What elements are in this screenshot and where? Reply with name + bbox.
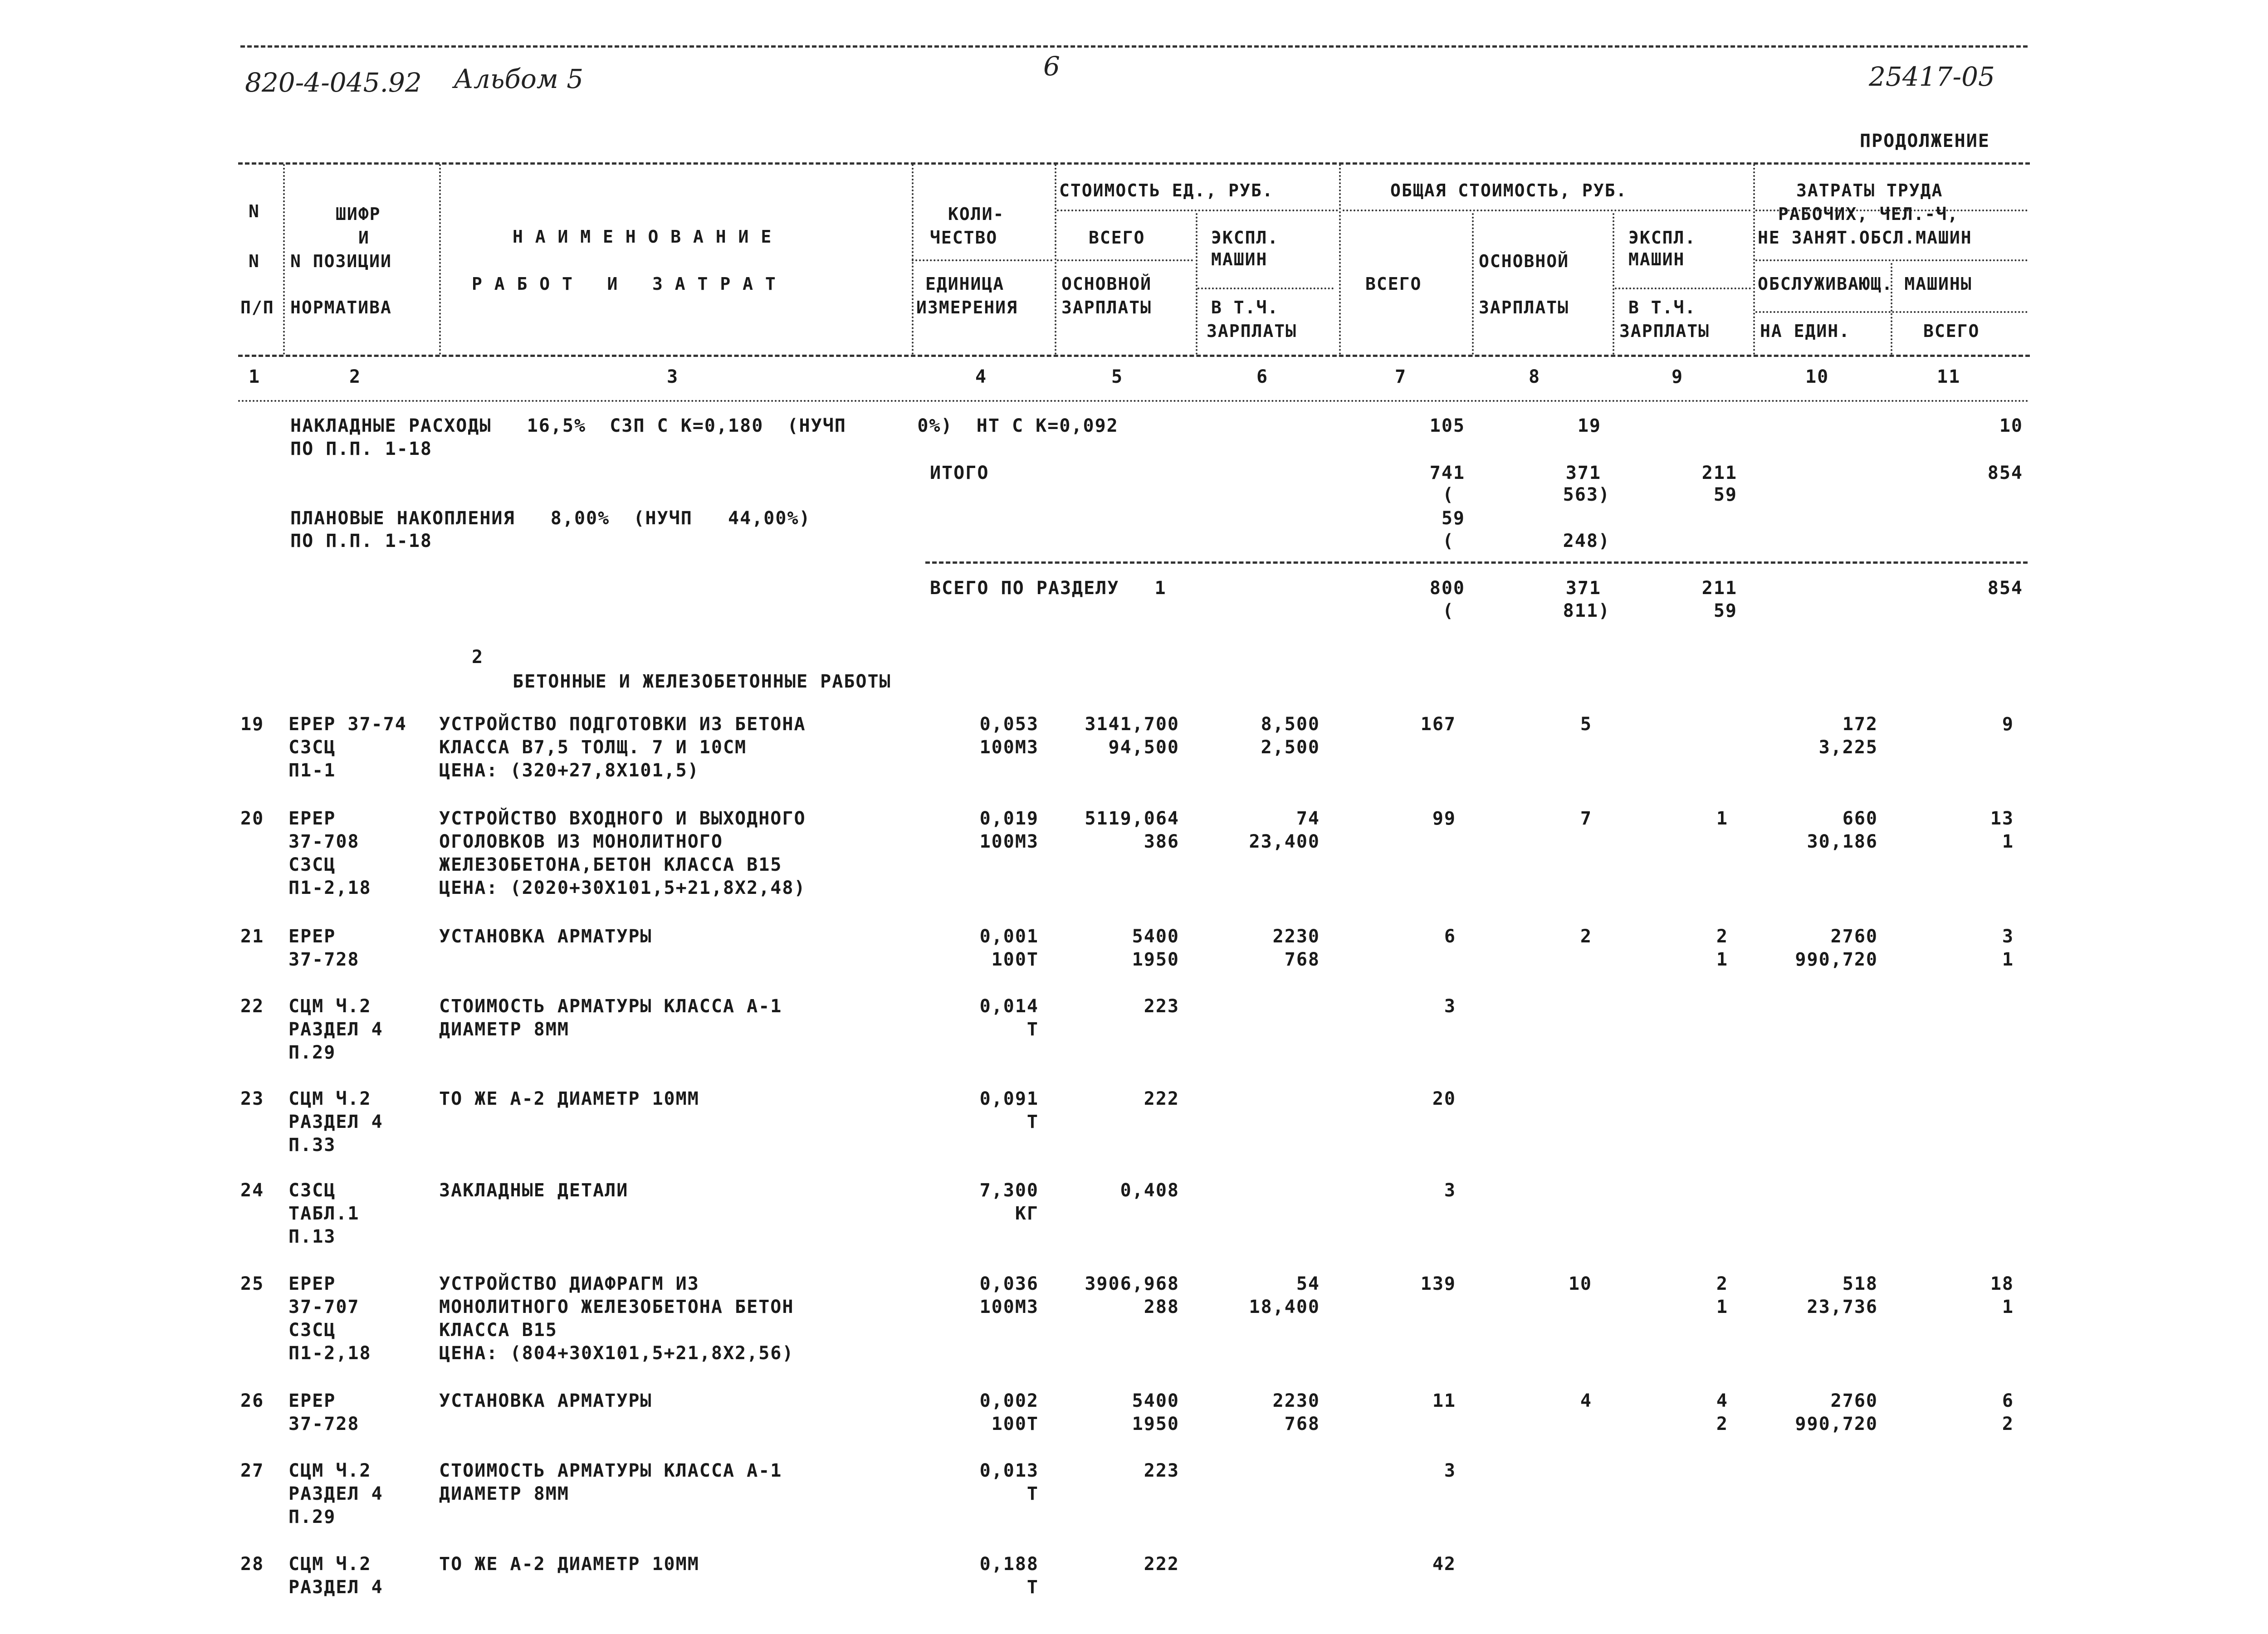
row-21-c4-line1: 100Т: [991, 949, 1039, 970]
row-19-c4-line0: 0,053: [979, 714, 1039, 735]
row-20-name-line2: ЖЕЛЕЗОБЕТОНА,БЕТОН КЛАССА В15: [439, 854, 782, 875]
hdr-unit-cost: СТОИМОСТЬ ЕД., РУБ.: [1059, 180, 1274, 200]
hdr-labor-b: РАБОЧИХ, ЧЕЛ.-Ч,: [1778, 204, 1959, 224]
row-28-c7-line0: 42: [1432, 1554, 1456, 1575]
row-27-name-line0: СТОИМОСТЬ АРМАТУРЫ КЛАССА А-1: [439, 1460, 782, 1481]
hdr-c3-b: Р А Б О Т И З А Т Р А Т: [472, 274, 777, 294]
row-23-c4-line0: 0,091: [979, 1088, 1039, 1109]
row-22-n: 22: [240, 996, 264, 1017]
row-19-c5-line0: 3141,700: [1085, 714, 1179, 735]
row-25-c6-line0: 54: [1296, 1273, 1320, 1294]
row-26-c9-line1: 2: [1716, 1414, 1728, 1434]
col-divider: [1753, 164, 1755, 355]
hdr-c2-a: ШИФР: [336, 204, 381, 224]
section-total-label: ВСЕГО ПО РАЗДЕЛУ 1: [930, 578, 1167, 599]
overhead-c7: 105: [1429, 415, 1465, 436]
row-25-code-line2: СЗСЦ: [288, 1320, 336, 1341]
hdr-c6-a: ЭКСПЛ.: [1211, 228, 1279, 248]
row-20-code-line0: ЕРЕР: [288, 808, 336, 829]
row-25-c4-line0: 0,036: [979, 1273, 1039, 1294]
colnum-1: 1: [249, 366, 261, 387]
colnum-9: 9: [1672, 366, 1684, 387]
row-19-c10-line0: 172: [1842, 714, 1878, 735]
row-26-name-line0: УСТАНОВКА АРМАТУРЫ: [439, 1390, 652, 1411]
col-divider: [1055, 164, 1056, 355]
row-19-name-line1: КЛАССА В7,5 ТОЛЩ. 7 И 10СМ: [439, 737, 747, 758]
hdr-c1-b: N: [249, 251, 260, 271]
itogo-c7: 741: [1429, 463, 1465, 483]
hdr-c2-b: И: [358, 228, 370, 248]
row-25-name-line2: КЛАССА В15: [439, 1320, 557, 1341]
row-20-c6-line0: 74: [1296, 808, 1320, 829]
section-number: 2: [472, 647, 484, 668]
row-26-c5-line0: 5400: [1132, 1390, 1179, 1411]
row-22-c4-line0: 0,014: [979, 996, 1039, 1017]
row-22-code-line0: СЦМ Ч.2: [288, 996, 371, 1017]
row-21-c5-line1: 1950: [1132, 949, 1179, 970]
row-20-code-line3: П1-2,18: [288, 878, 371, 898]
row-25-n: 25: [240, 1273, 264, 1294]
row-25-c9-line1: 1: [1716, 1297, 1728, 1317]
row-26-code-line0: ЕРЕР: [288, 1390, 336, 1411]
row-28-c5-line0: 222: [1144, 1554, 1179, 1575]
hdr-c10: НА ЕДИН.: [1760, 321, 1851, 341]
row-21-c6-line0: 2230: [1272, 926, 1320, 947]
row-19-c10-line1: 3,225: [1818, 737, 1878, 758]
row-21-code-line0: ЕРЕР: [288, 926, 336, 947]
plan-line2: ПО П.П. 1-18: [290, 531, 432, 551]
row-26-code-line1: 37-728: [288, 1414, 360, 1434]
row-26-c9-line0: 4: [1716, 1390, 1728, 1411]
row-25-c11-line0: 18: [1990, 1273, 2014, 1294]
row-19-name-line2: ЦЕНА: (320+27,8Х101,5): [439, 760, 699, 781]
plan-c7: 59: [1441, 508, 1465, 529]
row-19-c7-line0: 167: [1420, 714, 1456, 735]
hdr-c7: ВСЕГО: [1365, 274, 1422, 294]
row-23-code-line1: РАЗДЕЛ 4: [288, 1112, 383, 1132]
plan2-c7: (: [1442, 531, 1455, 551]
page-number: 6: [1043, 51, 1060, 82]
row-20-c4-line0: 0,019: [979, 808, 1039, 829]
hdr-c6-c: В Т.Ч.: [1211, 298, 1279, 317]
colnum-4: 4: [975, 366, 987, 387]
row-25-c5-line1: 288: [1144, 1297, 1179, 1317]
row-23-code-line2: П.33: [288, 1135, 336, 1156]
row-26-n: 26: [240, 1390, 264, 1411]
row-26-c8-line0: 4: [1580, 1390, 1592, 1411]
plan2-c8: 248): [1563, 531, 1610, 551]
row-21-c10-line1: 990,720: [1795, 949, 1878, 970]
hdr-c4-b: ЧЕСТВО: [930, 228, 998, 248]
row-19-c6-line0: 8,500: [1261, 714, 1320, 735]
row-19-c6-line1: 2,500: [1261, 737, 1320, 758]
header-bottom-rule: [238, 355, 2030, 357]
hdr-c4-c: ЕДИНИЦА: [925, 274, 1005, 294]
row-19-code-line0: ЕРЕР 37-74: [288, 714, 407, 735]
row-25-c9-line0: 2: [1716, 1273, 1728, 1294]
col-divider: [439, 164, 441, 355]
row-22-name-line0: СТОИМОСТЬ АРМАТУРЫ КЛАССА А-1: [439, 996, 782, 1017]
row-27-c5-line0: 223: [1144, 1460, 1179, 1481]
row-20-c7-line0: 99: [1432, 808, 1456, 829]
c6-rule: [1198, 288, 1334, 289]
hdr-c2-d: НОРМАТИВА: [290, 298, 392, 317]
row-27-code-line0: СЦМ Ч.2: [288, 1460, 371, 1481]
row-21-c10-line0: 2760: [1830, 926, 1878, 947]
row-20-name-line3: ЦЕНА: (2020+30Х101,5+21,8Х2,48): [439, 878, 806, 898]
row-21-c8-line0: 2: [1580, 926, 1592, 947]
row-20-c11-line1: 1: [2002, 831, 2014, 852]
row-23-name-line0: ТО ЖЕ А-2 ДИАМЕТР 10ММ: [439, 1088, 699, 1109]
row-24-c4-line1: КГ: [1015, 1203, 1039, 1224]
itogo2-c7: (: [1442, 484, 1455, 505]
row-21-c4-line0: 0,001: [979, 926, 1039, 947]
itogo-c9: 211: [1701, 463, 1737, 483]
header-top-rule: [238, 162, 2030, 165]
row-21-c9-line0: 2: [1716, 926, 1728, 947]
row-28-name-line0: ТО ЖЕ А-2 ДИАМЕТР 10ММ: [439, 1554, 699, 1575]
row-25-code-line0: ЕРЕР: [288, 1273, 336, 1294]
hdr-c9-c: В Т.Ч.: [1628, 298, 1696, 317]
row-19-c11-line0: 9: [2002, 714, 2014, 735]
hdr-labor-a: ЗАТРАТЫ ТРУДА: [1796, 180, 1943, 200]
section2-c8: 811): [1563, 600, 1610, 621]
row-25-c10-line1: 23,736: [1807, 1297, 1878, 1317]
hdr-c1-c: П/П: [240, 298, 274, 317]
col-divider: [1472, 213, 1474, 355]
row-25-c8-line0: 10: [1568, 1273, 1592, 1294]
section-total-rule: [925, 561, 2028, 564]
col-divider: [1613, 213, 1614, 355]
hdr-c6-d: ЗАРПЛАТЫ: [1207, 321, 1297, 341]
colnum-10: 10: [1805, 366, 1829, 387]
row-20-c6-line1: 23,400: [1249, 831, 1320, 852]
row-27-code-line1: РАЗДЕЛ 4: [288, 1483, 383, 1504]
col-divider: [912, 164, 914, 355]
hdr-c6-b: МАШИН: [1211, 249, 1268, 269]
row-21-c11-line1: 1: [2002, 949, 2014, 970]
row-26-c5-line1: 1950: [1132, 1414, 1179, 1434]
row-19-code-line2: П1-1: [288, 760, 336, 781]
row-27-name-line1: ДИАМЕТР 8ММ: [439, 1483, 569, 1504]
row-20-code-line1: 37-708: [288, 831, 360, 852]
row-24-code-line0: СЗСЦ: [288, 1180, 336, 1201]
section-c8: 371: [1565, 578, 1601, 599]
plan-line1: ПЛАНОВЫЕ НАКОПЛЕНИЯ 8,00% (НУЧП 44,00%): [290, 508, 811, 529]
row-25-c6-line1: 18,400: [1249, 1297, 1320, 1317]
overhead-c11: 10: [1999, 415, 2023, 436]
row-19-n: 19: [240, 714, 264, 735]
row-24-code-line1: ТАБЛ.1: [288, 1203, 360, 1224]
row-24-code-line2: П.13: [288, 1226, 336, 1247]
row-22-c4-line1: Т: [1026, 1019, 1039, 1040]
unit-cost-rule: [1057, 210, 1338, 211]
c5-rule: [1057, 259, 1193, 261]
row-23-c4-line1: Т: [1026, 1112, 1039, 1132]
overhead-c8: 19: [1577, 415, 1601, 436]
continuation-label: ПРОДОЛЖЕНИЕ: [1860, 131, 1990, 151]
row-26-c11-line1: 2: [2002, 1414, 2014, 1434]
hdr-c5-b: ОСНОВНОЙ: [1061, 274, 1152, 294]
row-20-c5-line1: 386: [1144, 831, 1179, 852]
col-divider: [1196, 213, 1198, 355]
hdr-c8-b: ЗАРПЛАТЫ: [1479, 298, 1569, 317]
row-20-c10-line1: 30,186: [1807, 831, 1878, 852]
document-code: 820-4-045.92: [245, 67, 422, 98]
row-23-n: 23: [240, 1088, 264, 1109]
labor-mid-rule: [1755, 259, 2028, 261]
row-22-code-line2: П.29: [288, 1042, 336, 1063]
section2-c7: (: [1442, 600, 1455, 621]
colnum-3: 3: [667, 366, 679, 387]
row-20-c10-line0: 660: [1842, 808, 1878, 829]
row-20-name-line0: УСТРОЙСТВО ВХОДНОГО И ВЫХОДНОГО: [439, 808, 806, 829]
row-24-n: 24: [240, 1180, 264, 1201]
row-20-c8-line0: 7: [1580, 808, 1592, 829]
col-divider: [1339, 164, 1341, 355]
row-27-c7-line0: 3: [1444, 1460, 1456, 1481]
c9-rule: [1615, 288, 1751, 289]
section-c9: 211: [1701, 578, 1737, 599]
hdr-c3-a: Н А И М Е Н О В А Н И Е: [513, 227, 772, 247]
row-22-c7-line0: 3: [1444, 996, 1456, 1017]
hdr-c11: ВСЕГО: [1923, 321, 1980, 341]
colnum-2: 2: [349, 366, 362, 387]
row-24-c7-line0: 3: [1444, 1180, 1456, 1201]
c4-rule: [912, 259, 1052, 261]
row-28-code-line0: СЦМ Ч.2: [288, 1554, 371, 1575]
document-id: 25417-05: [1869, 61, 1995, 92]
hdr-c1-a: N: [249, 201, 260, 221]
section-c11: 854: [1987, 578, 2023, 599]
hdr-labor-c: НЕ ЗАНЯТ.ОБСЛ.МАШИН: [1758, 228, 1972, 248]
row-25-code-line3: П1-2,18: [288, 1343, 371, 1364]
itogo-c8: 371: [1565, 463, 1601, 483]
row-25-c5-line0: 3906,968: [1085, 1273, 1179, 1294]
hdr-c9-a: ЭКСПЛ.: [1628, 228, 1696, 248]
row-25-c7-line0: 139: [1420, 1273, 1456, 1294]
row-19-c4-line1: 100М3: [979, 737, 1039, 758]
hdr-total-cost: ОБЩАЯ СТОИМОСТЬ, РУБ.: [1390, 180, 1628, 200]
total-cost-rule: [1343, 210, 1751, 211]
number-row-rule: [238, 400, 2030, 402]
colnum-7: 7: [1395, 366, 1407, 387]
row-23-c5-line0: 222: [1144, 1088, 1179, 1109]
row-28-n: 28: [240, 1554, 264, 1575]
hdr-c9-b: МАШИН: [1628, 249, 1685, 269]
row-25-name-line0: УСТРОЙСТВО ДИАФРАГМ ИЗ: [439, 1273, 699, 1294]
row-19-code-line1: СЗСЦ: [288, 737, 336, 758]
row-22-c5-line0: 223: [1144, 996, 1179, 1017]
hdr-c5-a: ВСЕГО: [1089, 228, 1145, 248]
row-25-c10-line0: 518: [1842, 1273, 1878, 1294]
row-20-c4-line1: 100М3: [979, 831, 1039, 852]
row-26-c6-line0: 2230: [1272, 1390, 1320, 1411]
row-22-name-line1: ДИАМЕТР 8ММ: [439, 1019, 569, 1040]
row-24-name-line0: ЗАКЛАДНЫЕ ДЕТАЛИ: [439, 1180, 629, 1201]
row-21-c5-line0: 5400: [1132, 926, 1179, 947]
hdr-c9-d: ЗАРПЛАТЫ: [1619, 321, 1710, 341]
row-21-code-line1: 37-728: [288, 949, 360, 970]
row-25-name-line1: МОНОЛИТНОГО ЖЕЛЕЗОБЕТОНА БЕТОН: [439, 1297, 794, 1317]
row-27-c4-line1: Т: [1026, 1483, 1039, 1504]
row-21-c7-line0: 6: [1444, 926, 1456, 947]
row-20-n: 20: [240, 808, 264, 829]
itogo-c11: 854: [1987, 463, 2023, 483]
row-26-c6-line1: 768: [1284, 1414, 1320, 1434]
row-20-name-line1: ОГОЛОВКОВ ИЗ МОНОЛИТНОГО: [439, 831, 723, 852]
hdr-labor-d: ОБСЛУЖИВАЮЩ. МАШИНЫ: [1758, 274, 1972, 294]
section-title: БЕТОННЫЕ И ЖЕЛЕЗОБЕТОННЫЕ РАБОТЫ: [513, 671, 891, 692]
row-19-c8-line0: 5: [1580, 714, 1592, 735]
overhead-line1: НАКЛАДНЫЕ РАСХОДЫ 16,5% СЗП С К=0,180 (НУЧП 0%) НТ С К=0,092: [290, 415, 1119, 436]
hdr-c2-c: N ПОЗИЦИИ: [290, 251, 392, 271]
row-26-c10-line0: 2760: [1830, 1390, 1878, 1411]
row-24-c4-line0: 7,300: [979, 1180, 1039, 1201]
itogo2-c8: 563): [1563, 484, 1610, 505]
row-21-c6-line1: 768: [1284, 949, 1320, 970]
row-24-c5-line0: 0,408: [1120, 1180, 1179, 1201]
colnum-11: 11: [1937, 366, 1961, 387]
row-26-c4-line1: 100Т: [991, 1414, 1039, 1434]
row-20-code-line2: СЗСЦ: [288, 854, 336, 875]
row-25-code-line1: 37-707: [288, 1297, 360, 1317]
section2-c9: 59: [1713, 600, 1737, 621]
row-21-n: 21: [240, 926, 264, 947]
colnum-8: 8: [1529, 366, 1541, 387]
row-28-code-line1: РАЗДЕЛ 4: [288, 1577, 383, 1598]
row-26-c11-line0: 6: [2002, 1390, 2014, 1411]
row-20-c9-line0: 1: [1716, 808, 1728, 829]
row-25-name-line3: ЦЕНА: (804+30Х101,5+21,8Х2,56): [439, 1343, 794, 1364]
row-25-c4-line1: 100М3: [979, 1297, 1039, 1317]
itogo-label: ИТОГО: [930, 463, 989, 483]
row-26-c10-line1: 990,720: [1795, 1414, 1878, 1434]
overhead-line2: ПО П.П. 1-18: [290, 439, 432, 459]
hdr-c5-c: ЗАРПЛАТЫ: [1061, 298, 1152, 317]
row-23-c7-line0: 20: [1432, 1088, 1456, 1109]
hdr-c8-a: ОСНОВНОЙ: [1479, 251, 1569, 271]
row-22-code-line1: РАЗДЕЛ 4: [288, 1019, 383, 1040]
hdr-c4-a: КОЛИ-: [948, 204, 1005, 224]
col-divider: [283, 164, 285, 355]
row-27-code-line2: П.29: [288, 1507, 336, 1527]
hdr-c4-d: ИЗМЕРЕНИЯ: [916, 298, 1018, 317]
colnum-6: 6: [1256, 366, 1269, 387]
row-26-c7-line0: 11: [1432, 1390, 1456, 1411]
album-label: Альбом 5: [454, 63, 584, 94]
row-21-name-line0: УСТАНОВКА АРМАТУРЫ: [439, 926, 652, 947]
row-20-c5-line0: 5119,064: [1085, 808, 1179, 829]
colnum-5: 5: [1111, 366, 1124, 387]
itogo2-c9: 59: [1713, 484, 1737, 505]
row-26-c4-line0: 0,002: [979, 1390, 1039, 1411]
row-27-c4-line0: 0,013: [979, 1460, 1039, 1481]
row-19-name-line0: УСТРОЙСТВО ПОДГОТОВКИ ИЗ БЕТОНА: [439, 714, 806, 735]
row-21-c11-line0: 3: [2002, 926, 2014, 947]
row-19-c5-line1: 94,500: [1108, 737, 1179, 758]
row-23-code-line0: СЦМ Ч.2: [288, 1088, 371, 1109]
row-25-c11-line1: 1: [2002, 1297, 2014, 1317]
row-21-c9-line1: 1: [1716, 949, 1728, 970]
row-28-c4-line1: Т: [1026, 1577, 1039, 1598]
row-27-n: 27: [240, 1460, 264, 1481]
section-c7: 800: [1429, 578, 1465, 599]
row-28-c4-line0: 0,188: [979, 1554, 1039, 1575]
row-20-c11-line0: 13: [1990, 808, 2014, 829]
top-rule: [240, 45, 2028, 48]
